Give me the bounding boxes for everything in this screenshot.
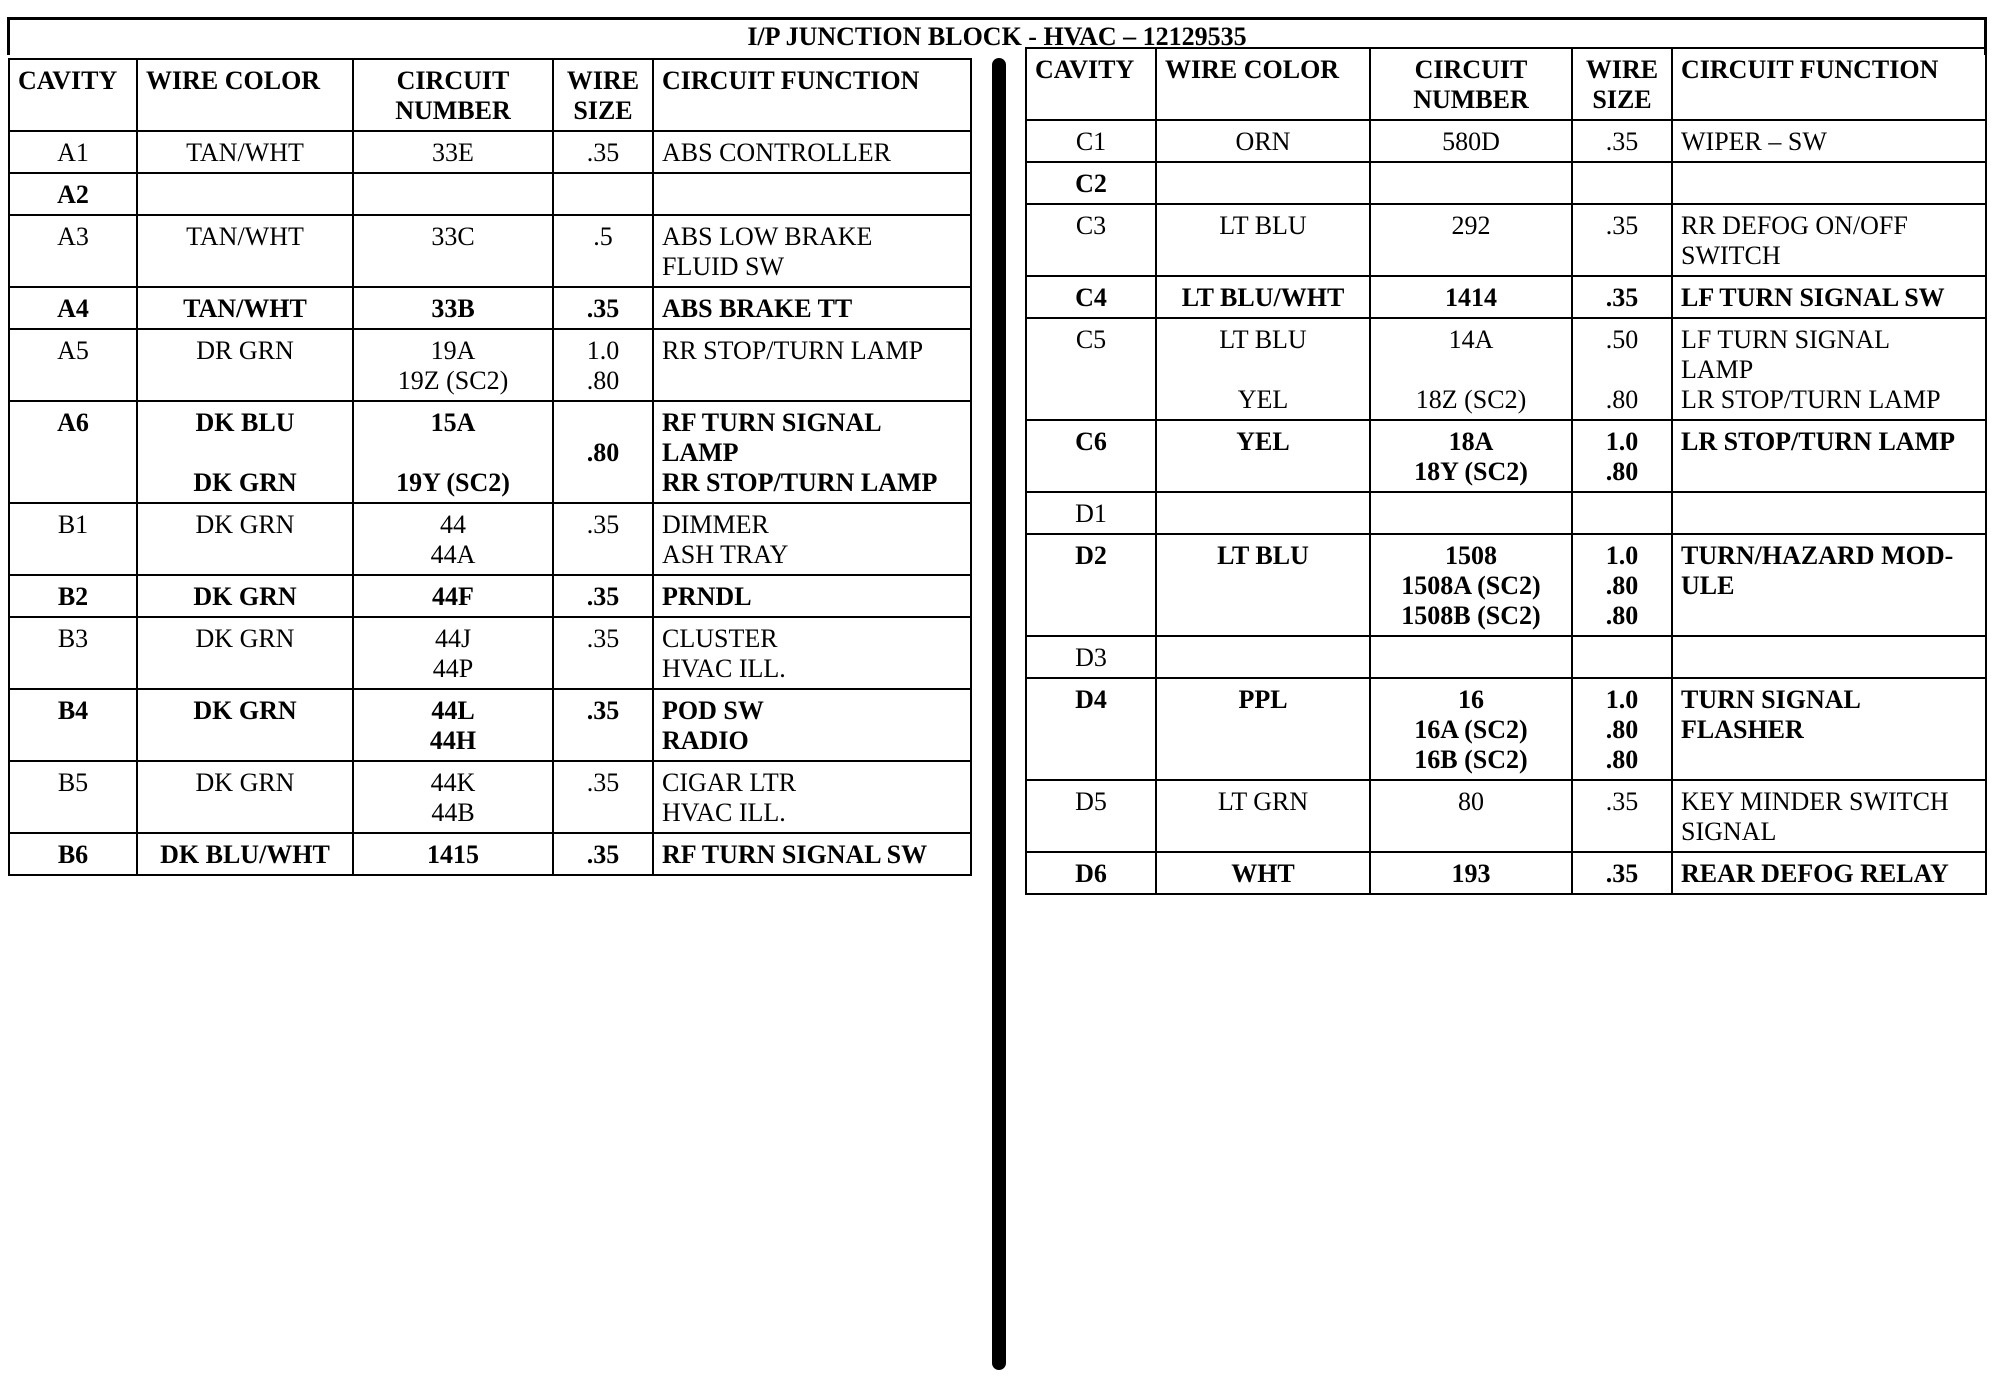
wire-size-line: .35 [1605,211,1639,240]
cavity-cell: A5 [9,329,137,401]
wire-size-line: .80 [1605,385,1639,414]
table-row [9,689,971,761]
wire-size-cell [553,287,653,329]
circuit-function-cell [1672,276,1986,318]
wire-size-line: .35 [586,138,620,167]
circuit-number-cell [353,131,553,173]
table-row [1026,780,1986,852]
circuit-function-line: LR STOP/TURN LAMP [1681,385,1941,414]
wire-color-line: WHT [1231,859,1295,888]
circuit-function-line: CLUSTER [662,624,778,653]
circuit-function-line: KEY MINDER SWITCH [1681,787,1949,816]
wire-size-line: .35 [586,294,620,323]
circuit-number-line: 19A [430,336,476,365]
circuit-function-line: REAR DEFOG RELAY [1681,859,1949,888]
circuit-function-cell [653,689,971,761]
circuit-number-line: 16 [1458,685,1484,714]
circuit-number-line: 44F [432,582,474,611]
header-circuit-line1: CIRCUIT [396,66,510,95]
header-size-line2: SIZE [1592,85,1652,114]
circuit-number-line: 33C [431,222,475,251]
wire-color-line: DR GRN [196,336,294,365]
wire-size-cell [553,173,653,215]
wire-color-line: LT BLU [1219,325,1307,354]
wire-size-line: .35 [586,582,620,611]
wire-size-line: .35 [586,840,620,869]
circuit-function-cell [1672,162,1986,204]
circuit-function-cell [1672,120,1986,162]
wire-size-cell [1572,204,1672,276]
wire-size-line: .80 [1605,571,1639,600]
cavity-cell: B5 [9,761,137,833]
header-circuit-line1: CIRCUIT [1414,55,1528,84]
header-circuit-number [1370,48,1572,120]
wire-color-line [1165,355,1361,385]
wire-color-line: LT BLU [1219,211,1307,240]
wire-size-line: .80 [586,438,620,467]
circuit-function-line: CIGAR LTR [662,768,797,797]
circuit-number-line: 193 [1451,859,1491,888]
circuit-function-line: LAMP [662,438,739,467]
circuit-function-line: LR STOP/TURN LAMP [1681,427,1955,456]
header-row [9,59,971,131]
wire-color-cell [137,215,353,287]
wire-color-cell [137,761,353,833]
wire-color-cell [1156,162,1370,204]
wire-size-cell [553,833,653,875]
circuit-number-cell [353,401,553,503]
circuit-number-cell [1370,492,1572,534]
table-row [9,401,971,503]
circuit-function-cell [653,503,971,575]
circuit-function-line: ASH TRAY [662,540,789,569]
wire-color-cell [1156,534,1370,636]
circuit-number-line: 1508 [1445,541,1497,570]
circuit-function-line: TURN SIGNAL [1681,685,1861,714]
circuit-function-cell [1672,318,1986,420]
wire-size-line: .35 [1605,787,1639,816]
header-wire-color: WIRE COLOR [137,59,353,131]
circuit-function-cell [1672,204,1986,276]
cavity-cell: D5 [1026,780,1156,852]
page-title: I/P JUNCTION BLOCK - HVAC – 12129535 [7,17,1987,55]
circuit-number-line: 33B [431,294,475,323]
wire-color-line: YEL [1237,385,1289,414]
circuit-number-line: 44B [431,798,475,827]
wire-size-cell [553,689,653,761]
wire-size-cell [553,617,653,689]
wire-size-cell [553,215,653,287]
circuit-number-line: 15A [430,408,476,437]
circuit-number-cell [1370,420,1572,492]
table-row [1026,420,1986,492]
cavity-cell: C1 [1026,120,1156,162]
table-row [1026,492,1986,534]
wire-size-cell [1572,492,1672,534]
circuit-number-line: 292 [1451,211,1491,240]
circuit-function-cell [653,761,971,833]
circuit-function-line: RADIO [662,726,749,755]
cavity-cell: C3 [1026,204,1156,276]
table-row [1026,162,1986,204]
wire-size-line: 1.0 [1605,685,1639,714]
wire-size-line: .80 [586,366,620,395]
wire-size-line: .80 [1605,457,1639,486]
circuit-number-cell [1370,162,1572,204]
wire-size-line: .35 [1605,859,1639,888]
header-wire-color: WIRE COLOR [1156,48,1370,120]
table-row [9,173,971,215]
wire-color-cell [137,833,353,875]
circuit-function-line: RF TURN SIGNAL SW [662,840,928,869]
circuit-number-line: 18A [1448,427,1494,456]
cavity-cell: B4 [9,689,137,761]
table-row [9,287,971,329]
circuit-function-cell [1672,420,1986,492]
table-row [9,215,971,287]
wire-size-line: .35 [586,624,620,653]
circuit-function-cell [653,173,971,215]
cavity-cell: D4 [1026,678,1156,780]
header-circuit-number [353,59,553,131]
table-row [9,761,971,833]
wire-color-cell [1156,636,1370,678]
circuit-number-line: 16B (SC2) [1414,745,1528,774]
wire-size-cell [1572,534,1672,636]
wire-size-line: .35 [1605,283,1639,312]
wire-color-line: TAN/WHT [186,222,304,251]
cavity-cell: C5 [1026,318,1156,420]
wire-color-cell [1156,120,1370,162]
header-circuit-function: CIRCUIT FUNCTION [653,59,971,131]
right-wiring-table [1025,47,1987,895]
wire-color-cell [137,401,353,503]
wire-color-line: DK GRN [195,768,295,797]
wire-color-line: LT BLU/WHT [1181,283,1345,312]
wire-size-cell [553,401,653,503]
wire-size-cell [1572,678,1672,780]
wire-color-cell [1156,678,1370,780]
table-row [1026,318,1986,420]
wire-color-line: LT GRN [1217,787,1309,816]
circuit-function-line: LF TURN SIGNAL SW [1681,283,1945,312]
circuit-number-line: 14A [1448,325,1494,354]
header-size-line1: WIRE [1585,55,1659,84]
circuit-function-line: RR STOP/TURN LAMP [662,336,924,365]
cavity-cell: A1 [9,131,137,173]
table-row [1026,534,1986,636]
wire-size-line [1581,355,1663,385]
circuit-function-line: TURN/HAZARD MOD- [1681,541,1954,570]
center-divider [992,58,1006,1370]
cavity-cell: A2 [9,173,137,215]
wire-size-line: 1.0 [1605,427,1639,456]
wire-color-cell [137,575,353,617]
wire-color-cell [1156,276,1370,318]
circuit-function-line: RR DEFOG ON/OFF [1681,211,1908,240]
circuit-number-line: 44L [431,696,475,725]
wire-color-cell [137,131,353,173]
circuit-number-cell [1370,636,1572,678]
wire-size-cell [1572,120,1672,162]
cavity-cell: C6 [1026,420,1156,492]
header-cavity: CAVITY [9,59,137,131]
circuit-number-line: 1508A (SC2) [1401,571,1541,600]
circuit-function-line: ABS BRAKE TT [662,294,853,323]
circuit-number-cell [1370,678,1572,780]
cavity-cell: D2 [1026,534,1156,636]
circuit-function-cell [653,329,971,401]
table-row [9,503,971,575]
circuit-function-line: PRNDL [662,582,752,611]
circuit-function-line: HVAC ILL. [662,798,786,827]
table-row [9,617,971,689]
wire-size-line: .50 [1605,325,1639,354]
header-circuit-line2: NUMBER [395,96,511,125]
wire-color-line: DK GRN [193,696,297,725]
circuit-number-line: 44H [429,726,477,755]
wire-size-line [562,468,644,498]
table-row [1026,120,1986,162]
wire-color-line: DK BLU/WHT [160,840,330,869]
left-wiring-table [8,58,972,876]
wire-color-cell [137,617,353,689]
wire-color-line: TAN/WHT [186,138,304,167]
circuit-number-line: 19Y (SC2) [396,468,510,497]
wire-size-line: .35 [1605,127,1639,156]
circuit-function-line: RR STOP/TURN LAMP [662,468,938,497]
circuit-function-cell [1672,780,1986,852]
circuit-function-line: LAMP [1681,355,1754,384]
wire-size-cell [1572,420,1672,492]
circuit-number-line [1379,355,1563,385]
wire-size-line: .80 [1605,715,1639,744]
circuit-function-line: ULE [1681,571,1735,600]
cavity-cell: B2 [9,575,137,617]
circuit-function-cell [653,287,971,329]
table-row [1026,852,1986,894]
circuit-function-cell [653,575,971,617]
cavity-cell: C2 [1026,162,1156,204]
wire-color-cell [1156,852,1370,894]
wire-size-cell [1572,162,1672,204]
circuit-number-cell [353,833,553,875]
right-table-body [1026,120,1986,894]
wire-size-cell [1572,318,1672,420]
wire-size-line [562,408,644,438]
cavity-cell: A3 [9,215,137,287]
wire-color-line: DK GRN [195,624,295,653]
wire-color-cell [1156,318,1370,420]
circuit-number-cell [353,575,553,617]
circuit-function-line: ABS CONTROLLER [662,138,891,167]
wire-color-cell [1156,204,1370,276]
table-row [1026,204,1986,276]
header-wire-size [553,59,653,131]
circuit-function-cell [1672,636,1986,678]
wire-size-cell [1572,276,1672,318]
wire-color-cell [137,503,353,575]
circuit-number-cell [353,173,553,215]
circuit-number-cell [1370,534,1572,636]
circuit-number-cell [353,689,553,761]
circuit-number-line: 44 [440,510,466,539]
wire-color-line: YEL [1236,427,1290,456]
wire-size-line: .80 [1605,745,1639,774]
circuit-number-cell [353,761,553,833]
circuit-number-line: 44J [434,624,472,653]
cavity-cell: A4 [9,287,137,329]
wire-color-line: DK GRN [193,468,297,497]
circuit-number-cell [353,215,553,287]
wire-size-cell [553,329,653,401]
table-row [9,833,971,875]
circuit-number-line: 16A (SC2) [1414,715,1528,744]
circuit-function-line: FLUID SW [662,252,785,281]
wire-size-line: .35 [586,696,620,725]
table-row [1026,276,1986,318]
circuit-number-cell [1370,780,1572,852]
circuit-number-cell [1370,204,1572,276]
wire-color-line: LT BLU [1217,541,1309,570]
circuit-number-cell [353,287,553,329]
header-size-line1: WIRE [566,66,640,95]
table-row [9,131,971,173]
header-wire-size [1572,48,1672,120]
cavity-cell: B3 [9,617,137,689]
wire-size-cell [1572,780,1672,852]
circuit-function-line: RF TURN SIGNAL [662,408,882,437]
circuit-function-cell [1672,492,1986,534]
circuit-function-cell [1672,534,1986,636]
wire-size-cell [553,131,653,173]
circuit-function-cell [653,833,971,875]
circuit-number-line: 1414 [1445,283,1497,312]
wire-color-cell [137,329,353,401]
wire-size-cell [1572,636,1672,678]
circuit-function-cell [653,215,971,287]
header-row [1026,48,1986,120]
circuit-number-line: 44K [430,768,476,797]
wire-size-line: .35 [586,768,620,797]
circuit-function-line: HVAC ILL. [662,654,786,683]
wire-size-line: 1.0 [586,336,620,365]
wire-color-line: TAN/WHT [183,294,307,323]
wire-color-cell [137,173,353,215]
wire-color-cell [137,689,353,761]
cavity-cell: D3 [1026,636,1156,678]
cavity-cell: B6 [9,833,137,875]
wire-size-cell [1572,852,1672,894]
circuit-number-line: 19Z (SC2) [397,366,509,395]
circuit-function-line: ABS LOW BRAKE [662,222,873,251]
circuit-number-line: 1508B (SC2) [1401,601,1541,630]
wire-size-cell [553,761,653,833]
cavity-cell: B1 [9,503,137,575]
wire-color-line [146,438,344,468]
circuit-number-line: 44P [432,654,474,683]
circuit-function-cell [1672,678,1986,780]
circuit-function-cell [653,401,971,503]
wire-size-cell [553,575,653,617]
circuit-number-cell [1370,852,1572,894]
circuit-number-line: 1415 [427,840,479,869]
circuit-number-line: 33E [432,138,474,167]
wire-color-line: PPL [1238,685,1288,714]
wire-size-line: 1.0 [1605,541,1639,570]
circuit-number-cell [1370,276,1572,318]
cavity-cell: C4 [1026,276,1156,318]
circuit-function-cell [653,131,971,173]
circuit-function-line: FLASHER [1681,715,1804,744]
circuit-number-cell [353,617,553,689]
wire-color-cell [1156,420,1370,492]
circuit-function-cell [653,617,971,689]
cavity-cell: D1 [1026,492,1156,534]
circuit-number-line: 580D [1442,127,1500,156]
wire-size-line: .80 [1605,601,1639,630]
circuit-number-line: 44A [430,540,476,569]
table-row [9,329,971,401]
circuit-function-line: DIMMER [662,510,769,539]
left-table-body [9,131,971,875]
circuit-number-cell [353,329,553,401]
circuit-number-cell [353,503,553,575]
circuit-function-line: LF TURN SIGNAL [1681,325,1890,354]
circuit-number-line: 80 [1458,787,1484,816]
header-circuit-function: CIRCUIT FUNCTION [1672,48,1986,120]
circuit-function-line: WIPER – SW [1681,127,1827,156]
table-row [1026,636,1986,678]
wire-color-line: DK GRN [193,582,297,611]
wire-color-line: ORN [1235,127,1291,156]
table-row [9,575,971,617]
header-size-line2: SIZE [573,96,633,125]
circuit-function-line: SWITCH [1681,241,1781,270]
circuit-number-line: 18Z (SC2) [1415,385,1527,414]
cavity-cell: A6 [9,401,137,503]
circuit-number-cell [1370,120,1572,162]
wire-color-cell [1156,492,1370,534]
circuit-number-cell [1370,318,1572,420]
table-row [1026,678,1986,780]
wire-size-cell [553,503,653,575]
circuit-function-cell [1672,852,1986,894]
wire-color-line: DK GRN [195,510,295,539]
circuit-number-line: 18Y (SC2) [1414,457,1528,486]
header-circuit-line2: NUMBER [1413,85,1529,114]
wire-size-line: .5 [593,222,613,251]
wire-color-cell [1156,780,1370,852]
wire-size-line: .35 [586,510,620,539]
circuit-number-line [362,438,544,468]
header-cavity: CAVITY [1026,48,1156,120]
circuit-function-line: POD SW [662,696,764,725]
cavity-cell: D6 [1026,852,1156,894]
wire-color-cell [137,287,353,329]
circuit-function-line: SIGNAL [1681,817,1777,846]
wire-color-line: DK BLU [195,408,295,437]
